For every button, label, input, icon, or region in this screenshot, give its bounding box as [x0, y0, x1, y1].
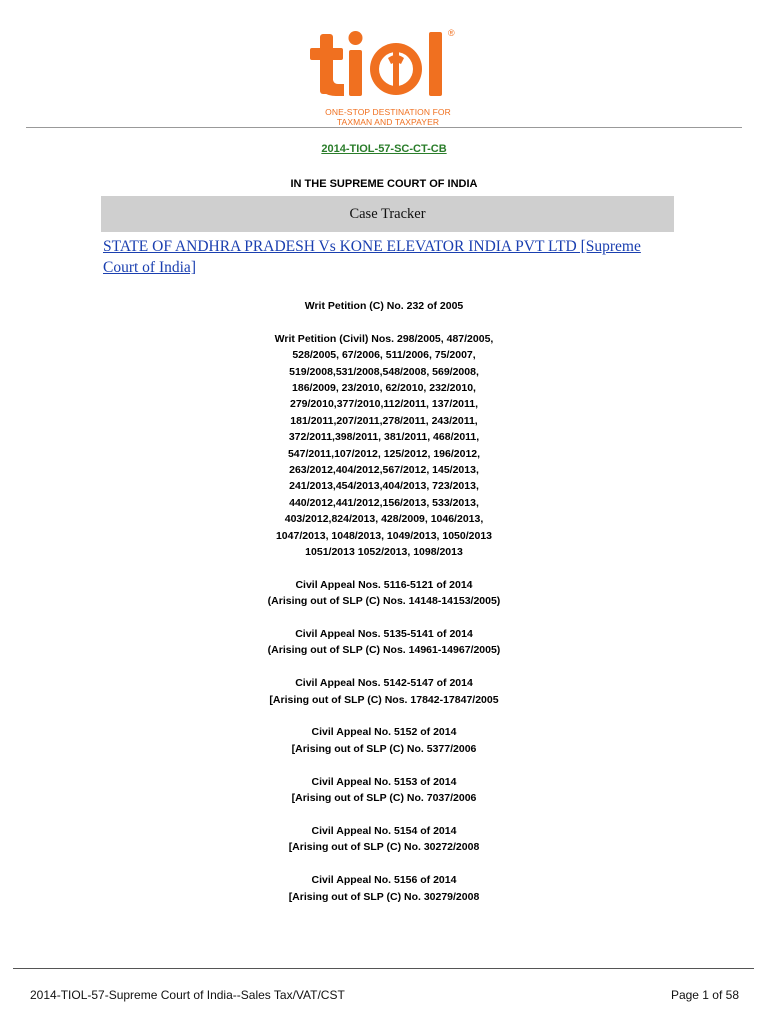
case-number-line: Civil Appeal No. 5156 of 2014 — [311, 874, 457, 887]
page-indicator: Page 1 of 58 — [670, 988, 739, 1002]
case-number-line: Civil Appeal No. 5154 of 2014 — [311, 824, 457, 837]
case-number-line: [Arising out of SLP (C) No. 30279/2008 — [288, 890, 480, 903]
case-number-line: 241/2013,454/2013,404/2013, 723/2013, — [289, 480, 479, 493]
case-number-block — [0, 823, 768, 856]
registered-mark: ® — [448, 28, 455, 38]
court-heading: IN THE SUPREME COURT OF INDIA — [290, 178, 478, 190]
case-number-line: Civil Appeal Nos. 5116-5121 of 2014 — [295, 578, 473, 591]
tagline-line-1: ONE-STOP DESTINATION FOR — [325, 107, 451, 117]
case-number-line: 547/2011,107/2012, 125/2012, 196/2012, — [287, 447, 481, 460]
case-number-block — [0, 577, 768, 610]
logo-tagline — [300, 107, 476, 127]
footer-divider — [13, 968, 754, 969]
case-number-line: Civil Appeal Nos. 5135-5141 of 2014 — [295, 628, 473, 641]
tiol-logo-icon — [306, 28, 462, 106]
case-tracker-label: Case Tracker — [349, 205, 426, 222]
case-number-line: (Arising out of SLP (C) Nos. 14961-14967/2005) — [267, 644, 501, 657]
tagline-line-2: TAXMAN AND TAXPAYER — [336, 117, 440, 127]
case-number-block — [0, 724, 768, 757]
case-number-line: [Arising out of SLP (C) No. 5377/2006 — [291, 742, 477, 755]
case-number-line: Civil Appeal No. 5153 of 2014 — [311, 775, 457, 788]
case-number-block — [0, 626, 768, 659]
site-logo — [0, 0, 768, 128]
case-number-line: 519/2008,531/2008,548/2008, 569/2008, — [289, 365, 479, 378]
case-number-line: 186/2009, 23/2010, 62/2010, 232/2010, — [292, 382, 476, 395]
header-divider — [26, 127, 742, 128]
case-number-line: Writ Petition (C) No. 232 of 2005 — [304, 300, 464, 312]
case-number-line: 372/2011,398/2011, 381/2011, 468/2011, — [288, 431, 480, 444]
case-number-block — [0, 675, 768, 708]
case-number-line: 279/2010,377/2010,112/2011, 137/2011, — [289, 398, 479, 411]
case-number-line: 181/2011,207/2011,278/2011, 243/2011, — [290, 414, 478, 427]
case-number-line: Civil Appeal Nos. 5142-5147 of 2014 — [295, 677, 473, 690]
case-number-block — [0, 331, 768, 561]
footer-citation: 2014-TIOL-57-Supreme Court of India--Sales Tax/VAT/CST — [30, 988, 345, 1002]
case-number-line: [Arising out of SLP (C) No. 30272/2008 — [288, 841, 480, 854]
case-number-line: 528/2005, 67/2006, 511/2006, 75/2007, — [292, 349, 476, 362]
case-number-line: 1051/2013 1052/2013, 1098/2013 — [305, 546, 463, 559]
case-number-line: Civil Appeal No. 5152 of 2014 — [311, 726, 457, 739]
case-number-line: [Arising out of SLP (C) No. 7037/2006 — [291, 792, 477, 805]
case-tracker-bar — [101, 196, 674, 232]
case-number-list — [0, 298, 768, 921]
case-title-link[interactable]: STATE OF ANDHRA PRADESH Vs KONE ELEVATOR INDIA PVT LTD [Supreme Court of India] — [103, 238, 641, 276]
case-number-block — [0, 298, 768, 314]
case-number-line: 263/2012,404/2012,567/2012, 145/2013, — [289, 464, 479, 477]
case-number-line: [Arising out of SLP (C) Nos. 17842-17847/2005 — [269, 693, 499, 706]
case-number-line: Writ Petition (Civil) Nos. 298/2005, 487/2005, — [274, 332, 494, 345]
case-number-line: (Arising out of SLP (C) Nos. 14148-14153/2005) — [267, 595, 501, 608]
case-number-line: 440/2012,441/2012,156/2013, 533/2013, — [289, 496, 479, 509]
case-number-line: 1047/2013, 1048/2013, 1049/2013, 1050/2013 — [275, 529, 493, 542]
case-number-block — [0, 872, 768, 905]
case-number-block — [0, 774, 768, 807]
case-number-line: 403/2012,824/2013, 428/2009, 1046/2013, — [284, 513, 484, 526]
citation-link[interactable]: 2014-TIOL-57-SC-CT-CB — [321, 143, 447, 155]
